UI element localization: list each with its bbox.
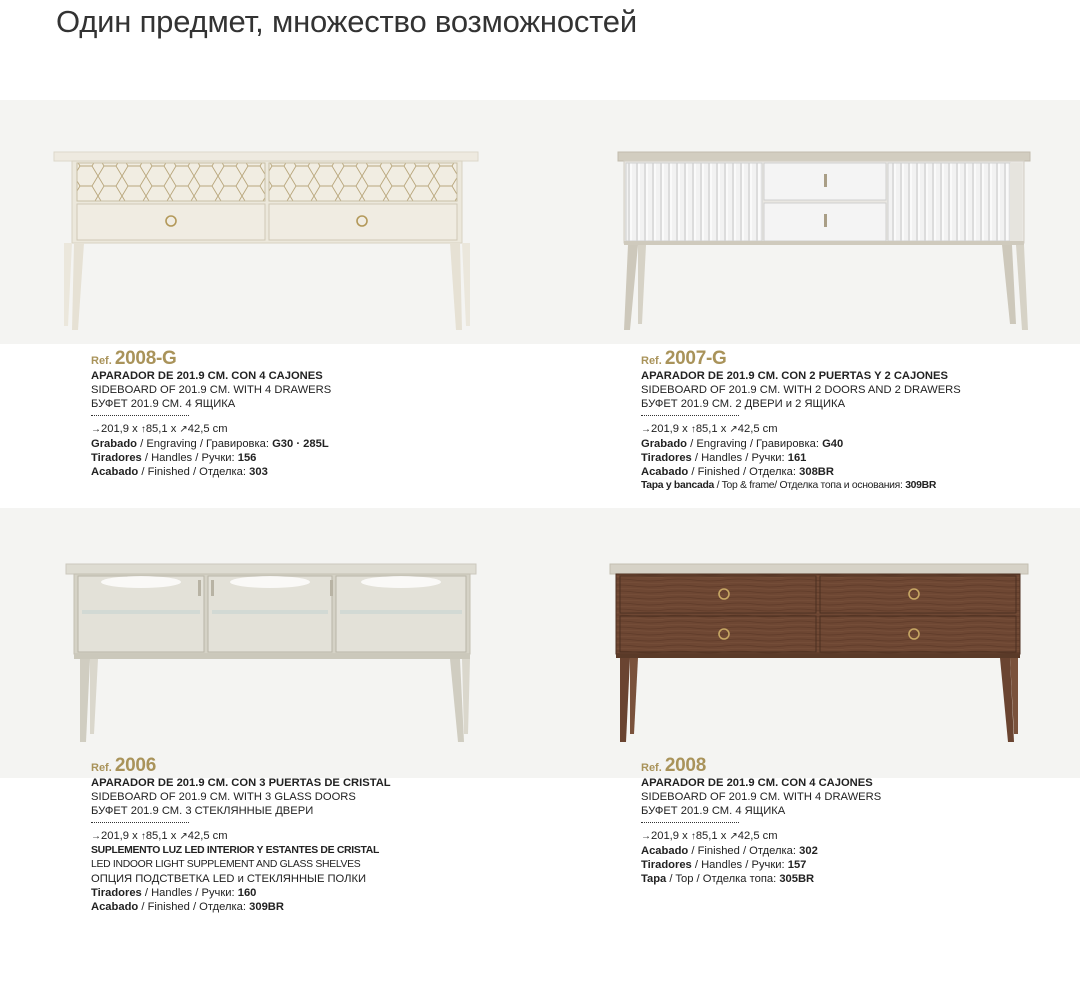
spec-line <box>91 886 521 900</box>
spec-label: Tiradores <box>91 887 142 899</box>
product-info-2008-g <box>91 349 521 479</box>
dim-depth: 42,5 cm <box>187 423 228 435</box>
dim-width: 201,9 x <box>651 423 688 435</box>
spec-value: 302 <box>799 845 818 857</box>
spec-value: 308BR <box>799 466 834 478</box>
spec-value: G30 · 285L <box>272 438 329 450</box>
ref-prefix: Ref. <box>91 762 112 774</box>
spec-desc: / Handles / Ручки: <box>141 887 238 899</box>
spec-value: 303 <box>249 466 268 478</box>
title-es: APARADOR DE 201.9 CM. CON 3 PUERTAS DE CRISTAL <box>91 777 391 789</box>
ref-prefix: Ref. <box>91 355 112 367</box>
arrow-diagonal-icon: ↗ <box>729 831 738 842</box>
dotted-divider <box>91 822 189 823</box>
arrow-right-icon: → <box>91 424 101 435</box>
spec-desc: / Handles / Ручки: <box>691 452 788 464</box>
spec-label: Tiradores <box>641 452 692 464</box>
supplement-ru: ОПЦИЯ ПОДСТВЕТКА LED и СТЕКЛЯННЫЕ ПОЛКИ <box>91 873 367 885</box>
dim-height: 85,1 x <box>695 423 727 435</box>
product-ref <box>91 349 521 369</box>
title-ru: БУФЕТ 201.9 СМ. 2 ДВЕРИ и 2 ЯЩИКА <box>641 398 846 410</box>
spec-line <box>91 451 521 465</box>
spec-label: Acabado <box>91 466 139 478</box>
dimensions <box>641 829 1071 844</box>
product-image-2007-g <box>612 148 1042 338</box>
arrow-diagonal-icon: ↗ <box>179 424 188 435</box>
arrow-right-icon: → <box>91 831 101 842</box>
arrow-right-icon: → <box>641 831 651 842</box>
arrow-diagonal-icon: ↗ <box>179 831 188 842</box>
spec-desc: / Finished / Отделка: <box>138 901 250 913</box>
spec-line <box>641 872 1071 886</box>
title-en: SIDEBOARD OF 201.9 CM. WITH 4 DRAWERS <box>91 384 332 396</box>
spec-label: Acabado <box>641 845 689 857</box>
dim-depth: 42,5 cm <box>187 830 228 842</box>
arrow-up-icon: ↑ <box>140 831 146 842</box>
spec-desc: / Finished / Отделка: <box>688 845 800 857</box>
spec-desc: / Finished / Отделка: <box>688 466 800 478</box>
title-es: APARADOR DE 201.9 CM. CON 4 CAJONES <box>641 777 873 789</box>
dimensions <box>91 422 521 437</box>
spec-value: 309BR <box>249 901 284 913</box>
page-title: Один предмет, множество возможностей <box>56 4 637 39</box>
spec-desc: / Engraving / Гравировка: <box>687 438 823 450</box>
spec-value: 157 <box>787 859 807 871</box>
supplement-es: SUPLEMENTO LUZ LED INTERIOR Y ESTANTES DE CRISTAL <box>91 845 379 856</box>
dim-height: 85,1 x <box>695 830 727 842</box>
title-ru: БУФЕТ 201.9 СМ. 4 ЯЩИКА <box>641 805 786 817</box>
spec-label: Tiradores <box>91 452 142 464</box>
product-ref <box>641 349 1071 369</box>
dotted-divider <box>91 415 189 416</box>
ref-number: 2008 <box>664 755 706 776</box>
arrow-diagonal-icon: ↗ <box>729 424 738 435</box>
spec-line <box>641 858 1071 872</box>
arrow-right-icon: → <box>641 424 651 435</box>
spec-line <box>641 451 1071 465</box>
spec-line <box>641 437 1071 451</box>
title-ru: БУФЕТ 201.9 СМ. 3 СТЕКЛЯННЫЕ ДВЕРИ <box>91 805 314 817</box>
dimensions <box>641 422 1071 437</box>
product-ref <box>641 756 1071 776</box>
spec-label: Grabado <box>91 438 138 450</box>
product-image-2008-g <box>50 146 490 336</box>
spec-desc: / Top & frame/ Отделка топа и основания: <box>714 480 906 491</box>
spec-label: Tapa y bancada <box>641 480 714 491</box>
title-en: SIDEBOARD OF 201.9 CM. WITH 4 DRAWERS <box>641 791 882 803</box>
arrow-up-icon: ↑ <box>690 831 696 842</box>
product-ref <box>91 756 521 776</box>
spec-desc: / Handles / Ручки: <box>141 452 238 464</box>
dotted-divider <box>641 822 739 823</box>
dim-depth: 42,5 cm <box>737 423 778 435</box>
dim-depth: 42,5 cm <box>737 830 778 842</box>
spec-line <box>91 900 521 914</box>
dim-width: 201,9 x <box>651 830 688 842</box>
spec-desc: / Top / Отделка топа: <box>666 873 780 885</box>
dim-width: 201,9 x <box>101 830 138 842</box>
dim-height: 85,1 x <box>145 423 177 435</box>
spec-line <box>91 437 521 451</box>
spec-value: 156 <box>237 452 257 464</box>
product-image-2006 <box>62 562 482 752</box>
dimensions <box>91 829 521 844</box>
product-info-2007-g <box>641 349 1071 493</box>
dim-height: 85,1 x <box>145 830 177 842</box>
ref-prefix: Ref. <box>641 762 662 774</box>
spec-label: Tapa <box>641 873 667 885</box>
spec-desc: / Finished / Отделка: <box>138 466 250 478</box>
spec-value: G40 <box>822 438 844 450</box>
spec-value: 309BR <box>905 480 937 491</box>
supplement-en: LED INDOOR LIGHT SUPPLEMENT AND GLASS SHELVES <box>91 859 361 870</box>
title-en: SIDEBOARD OF 201.9 CM. WITH 3 GLASS DOORS <box>91 791 356 803</box>
title-es: APARADOR DE 201.9 CM. CON 2 PUERTAS Y 2 CAJONES <box>641 370 948 382</box>
ref-number: 2008-G <box>114 348 177 369</box>
dotted-divider <box>641 415 739 416</box>
spec-line <box>641 465 1071 479</box>
dim-width: 201,9 x <box>101 423 138 435</box>
spec-label: Acabado <box>641 466 689 478</box>
spec-line <box>641 479 1071 493</box>
spec-desc: / Engraving / Гравировка: <box>137 438 273 450</box>
arrow-up-icon: ↑ <box>690 424 696 435</box>
spec-label: Tiradores <box>641 859 692 871</box>
spec-label: Acabado <box>91 901 139 913</box>
product-info-2006 <box>91 756 521 914</box>
ref-prefix: Ref. <box>641 355 662 367</box>
spec-value: 160 <box>237 887 257 899</box>
title-es: APARADOR DE 201.9 CM. CON 4 CAJONES <box>91 370 323 382</box>
title-ru: БУФЕТ 201.9 СМ. 4 ЯЩИКА <box>91 398 236 410</box>
product-image-2008 <box>604 560 1034 750</box>
spec-value: 305BR <box>779 873 815 885</box>
arrow-up-icon: ↑ <box>140 424 146 435</box>
title-en: SIDEBOARD OF 201.9 CM. WITH 2 DOORS AND 2 DRAWERS <box>641 384 961 396</box>
product-info-2008 <box>641 756 1071 886</box>
ref-number: 2006 <box>114 755 156 776</box>
spec-line <box>91 465 521 479</box>
spec-desc: / Handles / Ручки: <box>691 859 788 871</box>
spec-label: Grabado <box>641 438 688 450</box>
ref-number: 2007-G <box>664 348 727 369</box>
spec-line <box>641 844 1071 858</box>
spec-value: 161 <box>787 452 807 464</box>
